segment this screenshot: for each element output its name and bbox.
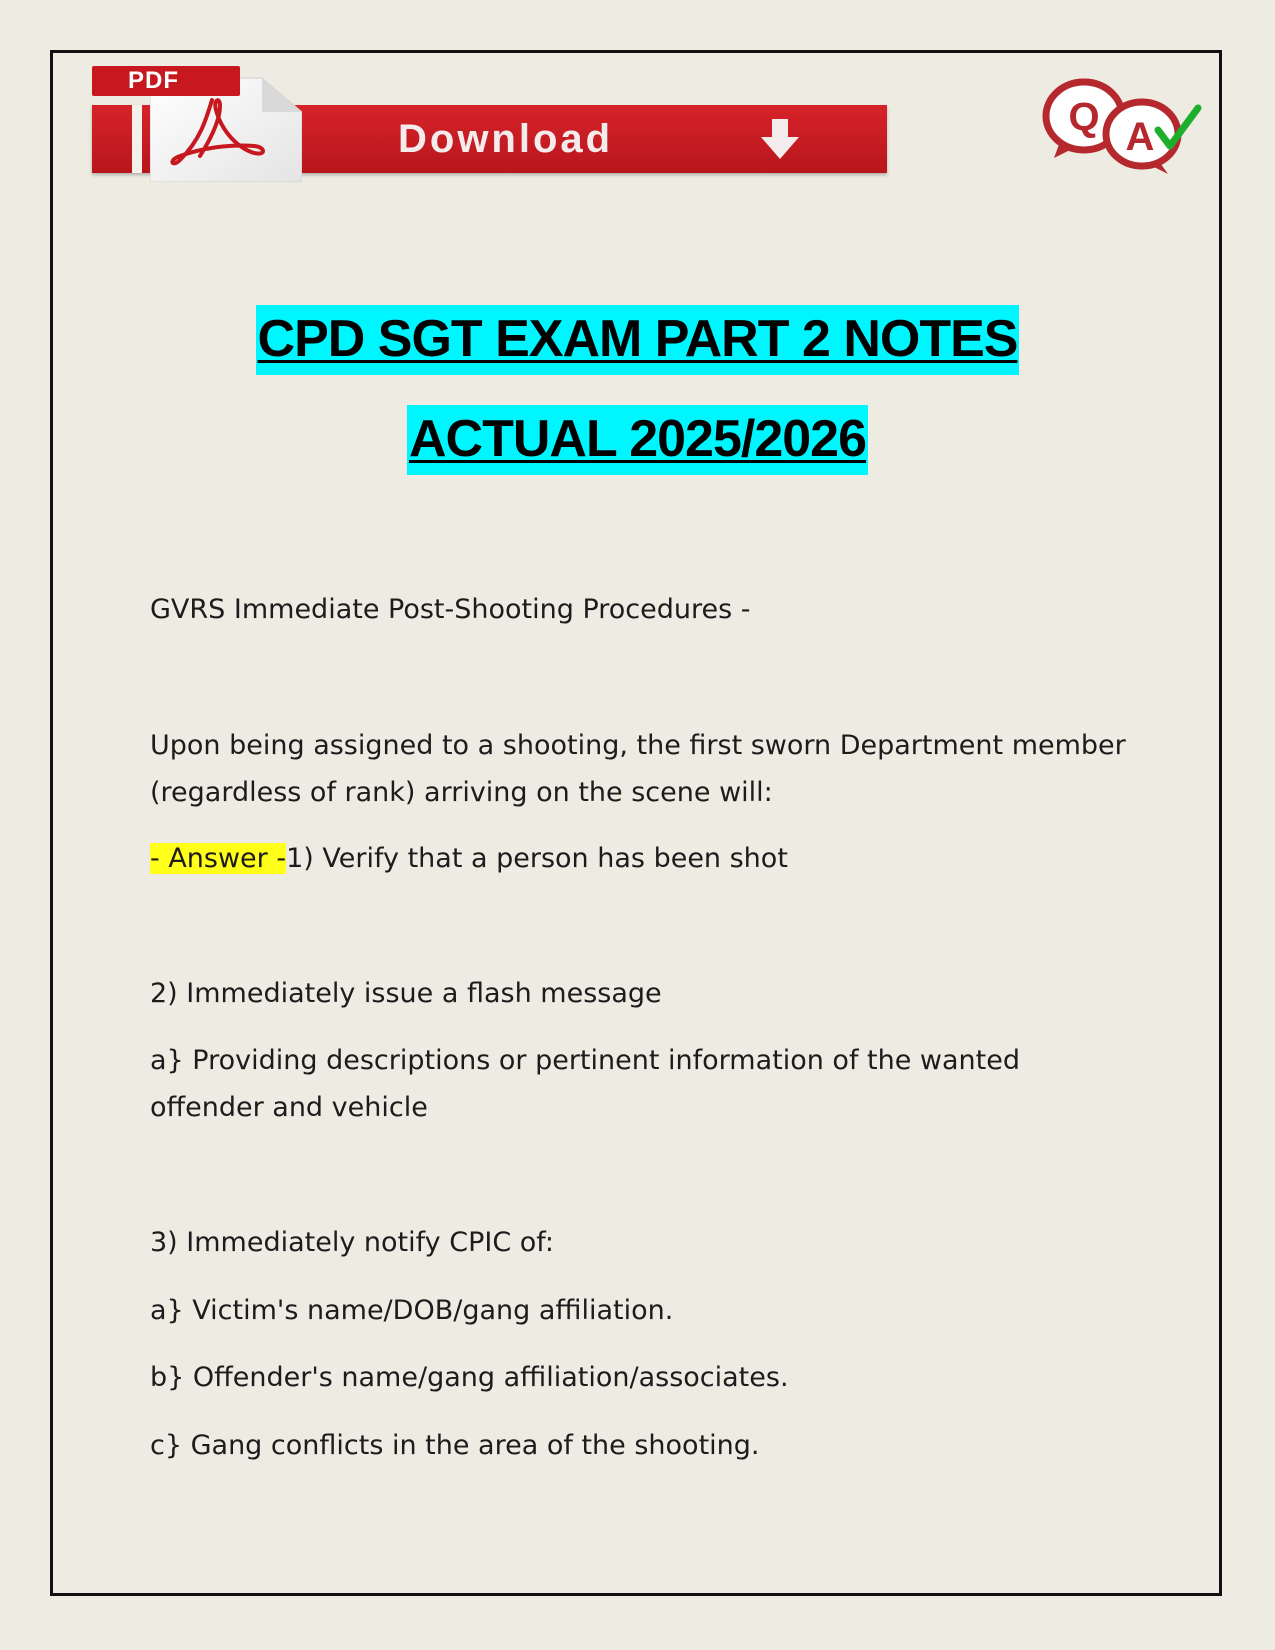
pdf-download-banner[interactable] xyxy=(92,60,887,185)
answer-step-3a: a} Victim's name/DOB/gang affiliation. xyxy=(150,1295,674,1326)
page-title-line-2: ACTUAL 2025/2026 xyxy=(407,405,868,475)
answer-step-3c: c} Gang conflicts in the area of the shooting. xyxy=(150,1430,760,1461)
answer-step-1: 1) Verify that a person has been shot xyxy=(286,843,788,874)
answer-label: - Answer - xyxy=(150,843,287,874)
title-block xyxy=(0,305,1275,475)
answer-step-3b: b} Offender's name/gang affiliation/associates. xyxy=(150,1362,789,1393)
question-text: Upon being assigned to a shooting, the first sworn Department member (regardless of rank) arriving on the scene will: xyxy=(150,730,1126,808)
download-arrow-icon[interactable] xyxy=(755,115,805,165)
page-title-line-1: CPD SGT EXAM PART 2 NOTES xyxy=(256,305,1020,375)
answer-step-2a: a} Providing descriptions or pertinent information of the wanted offender and vehicle xyxy=(150,1045,1020,1123)
section-heading: GVRS Immediate Post-Shooting Procedures - xyxy=(150,594,751,625)
qa-logo xyxy=(1040,78,1210,178)
download-label[interactable]: Download xyxy=(398,117,614,161)
pdf-tag-label: PDF xyxy=(92,66,240,96)
answer-step-2: 2) Immediately issue a flash message xyxy=(150,978,662,1009)
answer-step-3: 3) Immediately notify CPIC of: xyxy=(150,1227,554,1258)
answer-line xyxy=(150,835,1150,882)
qa-logo-a: A xyxy=(1125,115,1155,159)
banner-divider xyxy=(132,105,142,173)
qa-logo-q: Q xyxy=(1068,95,1100,139)
